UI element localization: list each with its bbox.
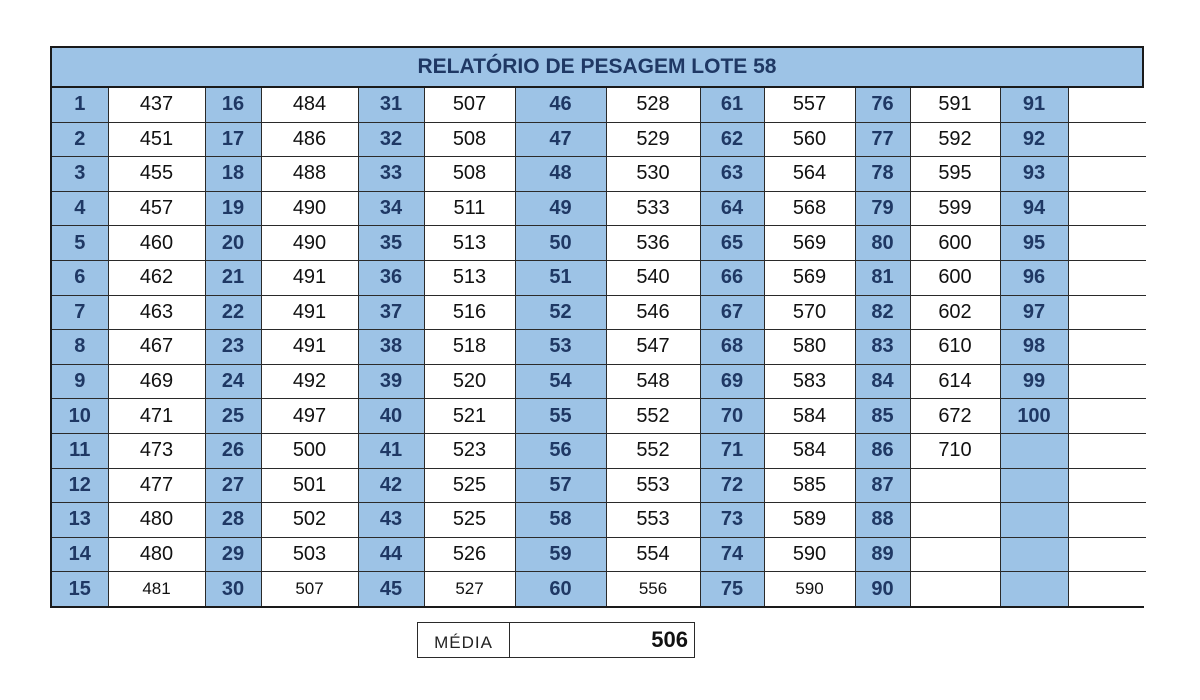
table-row — [52, 537, 1146, 572]
animal-weight: 600 — [910, 226, 1000, 261]
animal-weight — [910, 503, 1000, 538]
animal-weight: 614 — [910, 364, 1000, 399]
table-row — [52, 503, 1146, 538]
animal-number: 10 — [52, 399, 108, 434]
animal-weight — [1068, 226, 1146, 261]
animal-number: 75 — [700, 572, 764, 606]
animal-weight: 463 — [108, 295, 205, 330]
animal-number: 15 — [52, 572, 108, 606]
animal-number: 11 — [52, 433, 108, 468]
animal-number: 50 — [515, 226, 606, 261]
animal-weight — [1068, 537, 1146, 572]
animal-weight — [1068, 88, 1146, 122]
animal-weight: 507 — [424, 88, 515, 122]
animal-number: 42 — [358, 468, 424, 503]
animal-number: 31 — [358, 88, 424, 122]
animal-weight: 490 — [261, 191, 358, 226]
animal-number: 21 — [205, 260, 261, 295]
animal-weight: 477 — [108, 468, 205, 503]
animal-weight: 584 — [764, 433, 855, 468]
animal-number: 97 — [1000, 295, 1068, 330]
animal-number: 57 — [515, 468, 606, 503]
animal-number: 5 — [52, 226, 108, 261]
animal-number: 92 — [1000, 122, 1068, 157]
animal-number: 76 — [855, 88, 910, 122]
animal-number: 33 — [358, 157, 424, 192]
animal-number: 27 — [205, 468, 261, 503]
animal-weight — [1068, 260, 1146, 295]
animal-number: 35 — [358, 226, 424, 261]
animal-number: 16 — [205, 88, 261, 122]
animal-number: 17 — [205, 122, 261, 157]
table-row — [52, 191, 1146, 226]
animal-number: 91 — [1000, 88, 1068, 122]
animal-number: 12 — [52, 468, 108, 503]
animal-number: 93 — [1000, 157, 1068, 192]
animal-weight: 518 — [424, 330, 515, 365]
animal-weight: 557 — [764, 88, 855, 122]
animal-number: 2 — [52, 122, 108, 157]
animal-weight: 528 — [606, 88, 700, 122]
animal-weight: 569 — [764, 260, 855, 295]
animal-weight: 526 — [424, 537, 515, 572]
animal-number: 56 — [515, 433, 606, 468]
animal-weight: 552 — [606, 433, 700, 468]
animal-weight — [1068, 157, 1146, 192]
animal-weight: 481 — [108, 572, 205, 606]
animal-weight: 585 — [764, 468, 855, 503]
animal-weight: 580 — [764, 330, 855, 365]
animal-weight: 583 — [764, 364, 855, 399]
animal-weight: 500 — [261, 433, 358, 468]
animal-number: 87 — [855, 468, 910, 503]
animal-weight — [1068, 503, 1146, 538]
table-row — [52, 364, 1146, 399]
animal-number: 61 — [700, 88, 764, 122]
animal-number: 63 — [700, 157, 764, 192]
animal-number: 30 — [205, 572, 261, 606]
animal-weight: 484 — [261, 88, 358, 122]
animal-number: 59 — [515, 537, 606, 572]
animal-weight — [1068, 399, 1146, 434]
animal-weight: 710 — [910, 433, 1000, 468]
animal-number: 9 — [52, 364, 108, 399]
animal-weight — [910, 537, 1000, 572]
animal-weight: 460 — [108, 226, 205, 261]
animal-weight: 508 — [424, 122, 515, 157]
animal-weight — [1068, 468, 1146, 503]
animal-weight — [910, 468, 1000, 503]
animal-number: 95 — [1000, 226, 1068, 261]
animal-weight: 497 — [261, 399, 358, 434]
animal-number: 85 — [855, 399, 910, 434]
animal-number: 4 — [52, 191, 108, 226]
animal-number: 83 — [855, 330, 910, 365]
animal-weight: 525 — [424, 503, 515, 538]
table-row — [52, 295, 1146, 330]
animal-weight — [1068, 364, 1146, 399]
animal-weight — [910, 572, 1000, 606]
animal-weight: 471 — [108, 399, 205, 434]
animal-number — [1000, 468, 1068, 503]
animal-weight: 451 — [108, 122, 205, 157]
average-value: 506 — [651, 627, 688, 652]
animal-weight: 548 — [606, 364, 700, 399]
animal-weight: 536 — [606, 226, 700, 261]
animal-number: 7 — [52, 295, 108, 330]
animal-weight: 457 — [108, 191, 205, 226]
animal-number: 29 — [205, 537, 261, 572]
animal-number: 45 — [358, 572, 424, 606]
animal-number: 60 — [515, 572, 606, 606]
table-row — [52, 88, 1146, 122]
animal-number: 78 — [855, 157, 910, 192]
animal-number — [1000, 572, 1068, 606]
animal-weight: 480 — [108, 537, 205, 572]
animal-weight: 610 — [910, 330, 1000, 365]
animal-number: 26 — [205, 433, 261, 468]
animal-number: 77 — [855, 122, 910, 157]
animal-weight: 462 — [108, 260, 205, 295]
table-row — [52, 399, 1146, 434]
animal-number: 40 — [358, 399, 424, 434]
average-box — [417, 622, 695, 658]
animal-number: 14 — [52, 537, 108, 572]
animal-number: 90 — [855, 572, 910, 606]
animal-number: 49 — [515, 191, 606, 226]
animal-number: 62 — [700, 122, 764, 157]
weights-table — [52, 88, 1146, 606]
report-title: RELATÓRIO DE PESAGEM LOTE 58 — [52, 48, 1142, 88]
animal-weight: 547 — [606, 330, 700, 365]
animal-weight: 533 — [606, 191, 700, 226]
animal-number: 47 — [515, 122, 606, 157]
animal-number: 51 — [515, 260, 606, 295]
animal-number: 58 — [515, 503, 606, 538]
animal-number: 65 — [700, 226, 764, 261]
animal-number: 71 — [700, 433, 764, 468]
animal-weight: 589 — [764, 503, 855, 538]
animal-number: 82 — [855, 295, 910, 330]
animal-number: 8 — [52, 330, 108, 365]
animal-weight: 480 — [108, 503, 205, 538]
animal-number: 24 — [205, 364, 261, 399]
animal-weight: 529 — [606, 122, 700, 157]
animal-weight: 469 — [108, 364, 205, 399]
animal-weight: 513 — [424, 226, 515, 261]
weighing-report — [50, 46, 1144, 608]
animal-weight: 491 — [261, 260, 358, 295]
table-row — [52, 330, 1146, 365]
table-row — [52, 572, 1146, 606]
animal-number: 94 — [1000, 191, 1068, 226]
average-label: MÉDIA — [418, 623, 510, 657]
animal-weight: 490 — [261, 226, 358, 261]
animal-number: 32 — [358, 122, 424, 157]
animal-number: 98 — [1000, 330, 1068, 365]
animal-number: 100 — [1000, 399, 1068, 434]
animal-number: 34 — [358, 191, 424, 226]
animal-number: 89 — [855, 537, 910, 572]
animal-number: 79 — [855, 191, 910, 226]
animal-weight: 473 — [108, 433, 205, 468]
animal-number: 86 — [855, 433, 910, 468]
animal-weight: 525 — [424, 468, 515, 503]
animal-weight: 564 — [764, 157, 855, 192]
animal-weight: 437 — [108, 88, 205, 122]
animal-weight: 600 — [910, 260, 1000, 295]
animal-weight: 552 — [606, 399, 700, 434]
animal-number: 18 — [205, 157, 261, 192]
animal-weight: 488 — [261, 157, 358, 192]
animal-weight: 553 — [606, 503, 700, 538]
animal-number: 52 — [515, 295, 606, 330]
animal-number: 64 — [700, 191, 764, 226]
animal-number — [1000, 537, 1068, 572]
animal-weight: 520 — [424, 364, 515, 399]
table-row — [52, 157, 1146, 192]
table-row — [52, 468, 1146, 503]
animal-number: 1 — [52, 88, 108, 122]
animal-number: 72 — [700, 468, 764, 503]
animal-weight: 503 — [261, 537, 358, 572]
animal-number: 54 — [515, 364, 606, 399]
animal-number: 99 — [1000, 364, 1068, 399]
animal-weight: 491 — [261, 330, 358, 365]
animal-weight: 554 — [606, 537, 700, 572]
animal-weight: 590 — [764, 537, 855, 572]
animal-number: 28 — [205, 503, 261, 538]
animal-number: 48 — [515, 157, 606, 192]
animal-number: 70 — [700, 399, 764, 434]
animal-number — [1000, 433, 1068, 468]
animal-weight — [1068, 572, 1146, 606]
animal-weight: 527 — [424, 572, 515, 606]
animal-number: 81 — [855, 260, 910, 295]
animal-number — [1000, 503, 1068, 538]
animal-weight: 569 — [764, 226, 855, 261]
table-row — [52, 122, 1146, 157]
animal-weight: 595 — [910, 157, 1000, 192]
animal-number: 80 — [855, 226, 910, 261]
animal-weight: 511 — [424, 191, 515, 226]
animal-number: 41 — [358, 433, 424, 468]
animal-number: 46 — [515, 88, 606, 122]
animal-weight: 553 — [606, 468, 700, 503]
animal-weight: 556 — [606, 572, 700, 606]
animal-number: 3 — [52, 157, 108, 192]
animal-weight: 502 — [261, 503, 358, 538]
animal-weight: 530 — [606, 157, 700, 192]
animal-weight: 568 — [764, 191, 855, 226]
animal-number: 88 — [855, 503, 910, 538]
animal-weight: 491 — [261, 295, 358, 330]
animal-number: 19 — [205, 191, 261, 226]
animal-number: 43 — [358, 503, 424, 538]
animal-number: 6 — [52, 260, 108, 295]
animal-number: 44 — [358, 537, 424, 572]
animal-number: 74 — [700, 537, 764, 572]
animal-number: 36 — [358, 260, 424, 295]
animal-weight: 546 — [606, 295, 700, 330]
animal-weight: 455 — [108, 157, 205, 192]
animal-weight: 492 — [261, 364, 358, 399]
animal-weight: 591 — [910, 88, 1000, 122]
table-row — [52, 433, 1146, 468]
animal-number: 53 — [515, 330, 606, 365]
animal-weight: 560 — [764, 122, 855, 157]
animal-weight: 507 — [261, 572, 358, 606]
animal-weight: 501 — [261, 468, 358, 503]
animal-number: 23 — [205, 330, 261, 365]
animal-weight: 672 — [910, 399, 1000, 434]
animal-weight: 508 — [424, 157, 515, 192]
animal-weight: 570 — [764, 295, 855, 330]
animal-weight: 584 — [764, 399, 855, 434]
animal-weight — [1068, 122, 1146, 157]
animal-weight: 523 — [424, 433, 515, 468]
animal-weight: 590 — [764, 572, 855, 606]
table-row — [52, 260, 1146, 295]
animal-number: 96 — [1000, 260, 1068, 295]
animal-number: 66 — [700, 260, 764, 295]
animal-number: 25 — [205, 399, 261, 434]
animal-number: 39 — [358, 364, 424, 399]
animal-weight — [1068, 295, 1146, 330]
animal-number: 73 — [700, 503, 764, 538]
animal-weight — [1068, 330, 1146, 365]
animal-number: 38 — [358, 330, 424, 365]
animal-weight: 592 — [910, 122, 1000, 157]
animal-number: 84 — [855, 364, 910, 399]
animal-weight — [1068, 191, 1146, 226]
animal-weight: 540 — [606, 260, 700, 295]
animal-number: 55 — [515, 399, 606, 434]
animal-weight: 516 — [424, 295, 515, 330]
animal-number: 13 — [52, 503, 108, 538]
animal-weight: 521 — [424, 399, 515, 434]
animal-weight: 486 — [261, 122, 358, 157]
animal-weight: 602 — [910, 295, 1000, 330]
animal-number: 68 — [700, 330, 764, 365]
animal-weight: 513 — [424, 260, 515, 295]
animal-number: 37 — [358, 295, 424, 330]
animal-weight: 599 — [910, 191, 1000, 226]
animal-number: 69 — [700, 364, 764, 399]
table-row — [52, 226, 1146, 261]
animal-number: 67 — [700, 295, 764, 330]
animal-number: 20 — [205, 226, 261, 261]
animal-weight: 467 — [108, 330, 205, 365]
animal-weight — [1068, 433, 1146, 468]
animal-number: 22 — [205, 295, 261, 330]
